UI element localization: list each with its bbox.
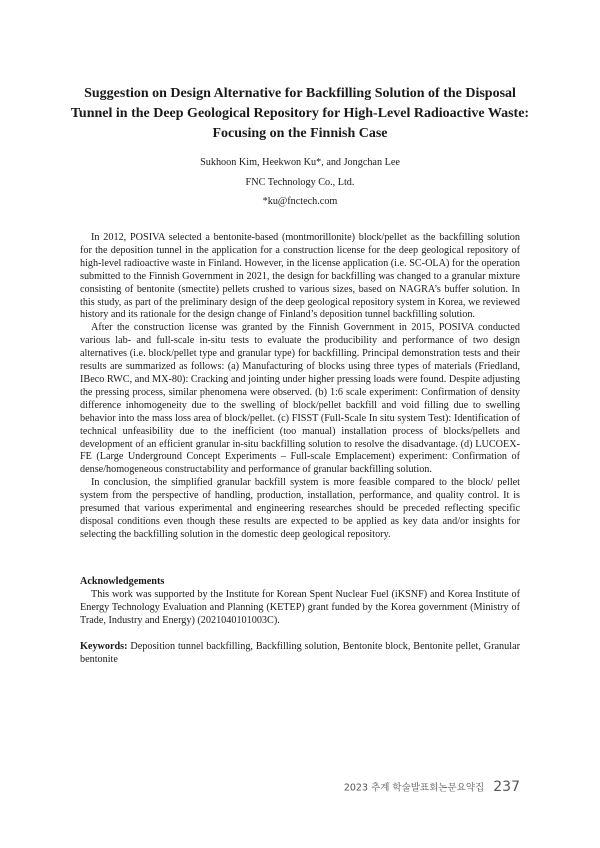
paper-title <box>60 84 540 144</box>
author-list: Sukhoon Kim, Heekwon Ku*, and Jongchan Lee <box>200 157 400 168</box>
title-line-1: Suggestion on Design Alternative for Backfilling Solution of the Disposal <box>84 86 516 101</box>
affiliation: FNC Technology Co., Ltd. <box>245 177 355 188</box>
acknowledgements-heading: Acknowledgements <box>80 576 165 587</box>
keywords-label: Keywords: <box>80 641 128 652</box>
page-number: 237 <box>493 778 520 795</box>
proceedings-title: 2023 추계 학술발표회논문요약집 <box>343 782 485 794</box>
title-line-2: Tunnel in the Deep Geological Repository for High-Level Radioactive Waste: <box>70 106 530 121</box>
keywords-block <box>80 641 520 667</box>
abstract-paragraph-2: After the construction license was granted by the Finnish Government in 2015, POSIVA conducted various lab- and full-scale in-situ tests to evaluate the producibility and performance of two design alternatives (i.e. block/pellet type and granular type) for backfilling. Principal demonstration tests and their results are summarized as follows: (a) Manufacturing of blocks using three types of materials (Friedland, IBeco RWC, and MX-80): Cracking and jointing under higher pressing loads were found. Despite adjusting the pressing process, similar phenomena were observed. (b) 1:6 scale experiment: Confirmation of density difference inhomogeneity due to the swelling of block/pellet backfill and void filling due to swelling behavior into the mass loss area of block/pellet. (c) FISST (Full-Scale In situ system Test): Identification of technical unfeasibility due to the inefficient (too manual) installation process of blocks/pellets and development of an efficient granular in-situ backfilling solution to resolve the disadvantage. (d) LUCOEX-FE (Large Underground Concept Experiments – Full-scale Emplacement) experiment: Confirmation of dense/homogeneous constructability and performance of granular backfilling solution. <box>80 322 520 476</box>
corresponding-email: *ku@fnctech.com <box>262 196 338 207</box>
abstract-paragraph-1: In 2012, POSIVA selected a bentonite-based (montmorillonite) block/pellet as the backfilling solution for the deposition tunnel in the application for a construction license for the deep geological repository of high-level radioactive waste in Finland. However, in the license application (i.e. SC-OLA) for the operation submitted to the Finnish Government in 2021, the design for backfilling was changed to a granular mixture consisting of bentonite (smectite) pellets crushed to various sizes, based on NAGRA’s buffer solution. In this study, as part of the preliminary design of the deep geological repository system in Korea, we reviewed history and its rationale for the design change of Finland’s deposition tunnel backfilling solution. <box>80 232 520 321</box>
acknowledgements-text: This work was supported by the Institute for Korean Spent Nuclear Fuel (iKSNF) and Korea Institute of Energy Technology Evaluation and Planning (KETEP) grant funded by the Korea government (Ministry of Trade, Industry and Energy) (2021040101003C). <box>80 589 520 626</box>
page-footer <box>344 776 520 795</box>
abstract-body <box>80 232 520 542</box>
title-line-3: Focusing on the Finnish Case <box>212 126 388 141</box>
abstract-paragraph-3: In conclusion, the simplified granular backfill system is more feasible compared to the block/ pellet system from the perspective of handling, production, installation, performance, and quality control. It is presumed that various experimental and engineering researches should be preceded reflecting specific disposal conditions even though these results are expected to be applied as key data and/or insights for selecting the backfilling solution in the domestic deep geological repository. <box>80 477 520 540</box>
keywords-text: Deposition tunnel backfilling, Backfilling solution, Bentonite block, Bentonite pellet, Granular bentonite <box>80 641 520 665</box>
